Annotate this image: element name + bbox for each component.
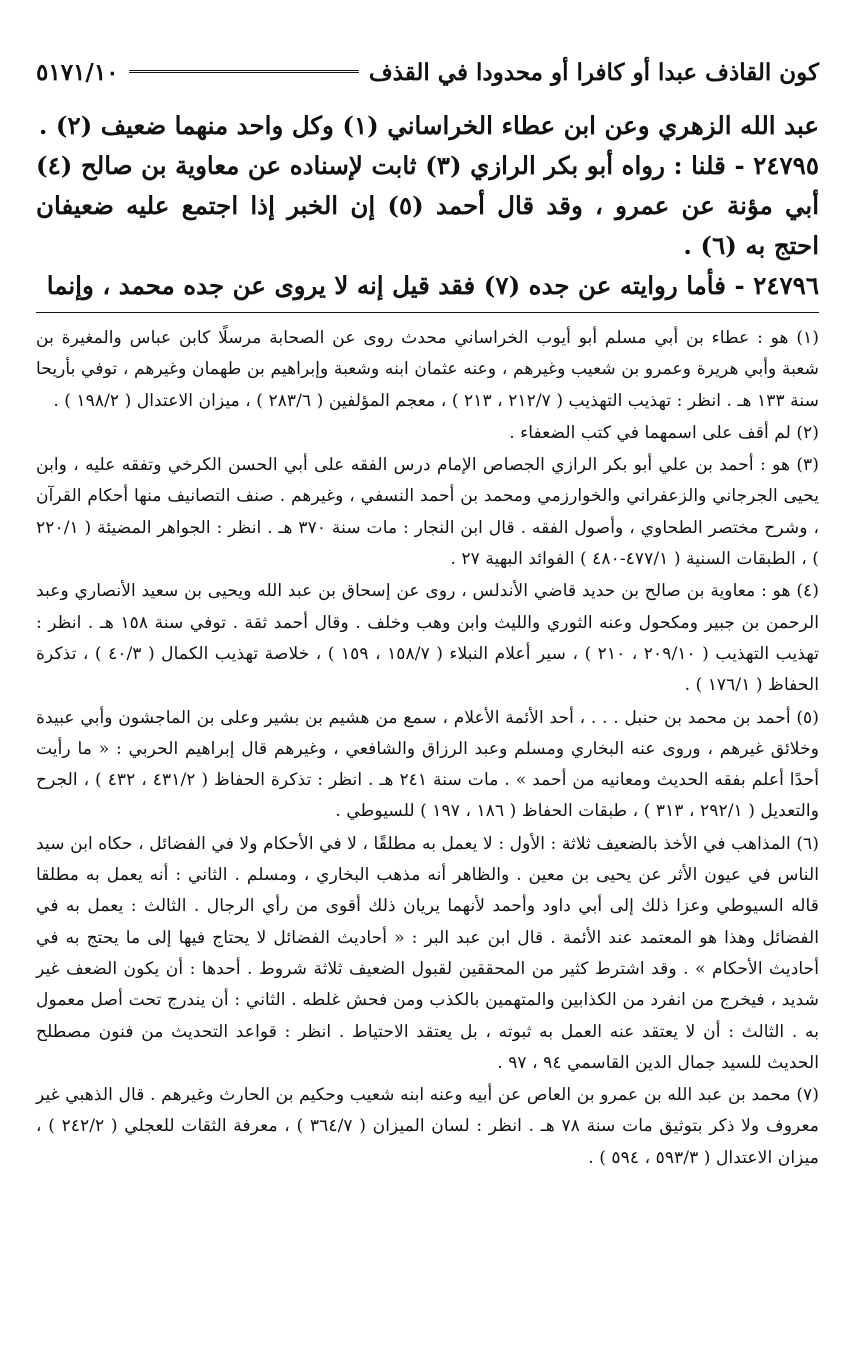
header-title: كون القاذف عبدا أو كافرا أو محدودا في القذف [368,58,819,86]
footnote: (١) هو : عطاء بن أبي مسلم أبو أيوب الخراساني محدث روى عن الصحابة مرسلًا كابن عباس والمغيرة بن شعبة وأبي هريرة وعمرو بن شعيب وغيرهم ، وعنه عثمان ابنه وشعبة وإبراهيم بن طهمان وغيرهم ، توفي بأريحا سنة ١٣٣ هـ . انظر : تهذيب التهذيب ( ٢١٢/٧ ، ٢١٣ ) ، معجم المؤلفين ( ٢٨٣/٦ ) ، ميزان الاعتدال ( ١٩٨/٢ ) . [36,328,819,411]
page-number: ٥١٧١/١٠ [36,58,119,86]
header-rule [129,70,359,75]
footnote: (٤) هو : معاوية بن صالح بن حديد قاضي الأندلس ، روى عن إسحاق بن عبد الله ويحيى بن سعيد الأنصاري وعبد الرحمن بن جبير ومكحول وعنه الثوري والليث وابن وهب وخلف . وقال أحمد ثقة . توفي سنة ١٥٨ هـ . انظر : تهذيب التهذيب ( ٢٠٩/١٠ ، ٢١٠ ) ، سير أعلام النبلاء ( ١٥٨/٧ ، ١٥٩ ) ، خلاصة تهذيب الكمال ( ٤٠/٣ ) ، تذكرة الحفاظ ( ١٧٦/١ ) . [36,581,819,696]
running-header [36,52,819,92]
main-text [36,106,819,306]
main-paragraph: ٢٤٧٩٥ - قلنا : رواه أبو بكر الرازي (٣) ثابت لإسناده عن معاوية بن صالح (٤) أبي مؤنة عن عمرو ، وقد قال أحمد (٥) إن الخبر إذا اجتمع عليه ضعيفان احتج به (٦) . [36,151,820,260]
footnote: (٧) محمد بن عبد الله بن عمرو بن العاص عن أبيه وعنه ابنه شعيب وحكيم بن الحارث وغيرهم . قال الذهبي غير معروف ولا ذكر بتوثيق مات سنة ٧٨ هـ . انظر : لسان الميزان ( ٣٦٤/٧ ) ، معرفة الثقات للعجلي ( ٢٤٢/٢ ) ، ميزان الاعتدال ( ٥٩٣/٣ ، ٥٩٤ ) . [36,1085,819,1168]
footnote: (٣) هو : أحمد بن علي أبو بكر الرازي الجصاص الإمام درس الفقه على أبي الحسن الكرخي وتفقه عليه ، وابن يحيى الجرجاني والزعفراني والخوارزمي ومحمد بن أحمد النسفي ، وغيرهم . صنف التصانيف منها أحكام القرآن ، وشرح مختصر الطحاوي ، وأصول الفقه . قال ابن النجار : مات سنة ٣٧٠ هـ . انظر : الجواهر المضيئة ( ٢٢٠/١ ) ، الطبقات السنية ( ٤٧٧/١-٤٨٠ ) الفوائد البهية ٢٧ . [36,455,819,570]
footnote-separator [36,312,819,313]
footnotes [36,323,819,1174]
footnote: (٢) لم أقف على اسمهما في كتب الضعفاء . [509,422,819,443]
main-paragraph: ٢٤٧٩٦ - فأما روايته عن جده (٧) فقد قيل إنه لا يروى عن جده محمد ، وإنما [46,271,819,300]
footnote: (٦) المذاهب في الأخذ بالضعيف ثلاثة : الأول : لا يعمل به مطلقًا ، لا في الأحكام ولا في الفضائل ، حكاه ابن سيد الناس في عيون الأثر عن يحيى بن معين . والظاهر أنه مذهب البخاري ، ومسلم . الثاني : أنه يعمل به مطلقا قاله السيوطي وعزا ذلك إلى أبي داود وأحمد لأنهما يريان ذلك أقوى من رأي الرجال . الثالث : يعمل به في الفضائل وهذا هو المعتمد عند الأئمة . قال ابن عبد البر : « أحاديث الفضائل لا يحتاج فيها إلى ما يحتج به في أحاديث الأحكام » . وقد اشترط كثير من المحققين لقبول الضعيف ثلاثة شروط . أحدها : أن يكون الضعف غير شديد ، فيخرج من انفرد من الكذابين والمتهمين بالكذب ومن فحش غلطه . الثاني : أن يندرج تحت أصل معمول به . الثالث : أن لا يعتقد عنه العمل به ثبوته ، بل يعتقد الاحتياط . انظر : قواعد التحديث من فنون مصطلح الحديث للسيد جمال الدين القاسمي ٩٤ ، ٩٧ . [36,833,819,1073]
main-paragraph: عبد الله الزهري وعن ابن عطاء الخراساني (١) وكل واحد منهما ضعيف (٢) . [38,111,819,140]
footnote: (٥) أحمد بن محمد بن حنبل . . . ، أحد الأئمة الأعلام ، سمع من هشيم بن بشير وعلى بن الماجشون وأبي عبيدة وخلائق غيرهم ، وروى عنه البخاري ومسلم وعبد الرزاق والشافعي ، وغيرهم قال إبراهيم الحربي : « ما رأيت أحدًا أعلم بفقه الحديث ومعانيه من أحمد » . مات سنة ٢٤١ هـ . انظر : تذكرة الحفاظ ( ٤٣١/٢ ، ٤٣٢ ) ، الجرح والتعديل ( ٢٩٢/١ ، ٣١٣ ) ، طبقات الحفاظ ( ١٨٦ ، ١٩٧ ) للسيوطي . [36,707,820,822]
